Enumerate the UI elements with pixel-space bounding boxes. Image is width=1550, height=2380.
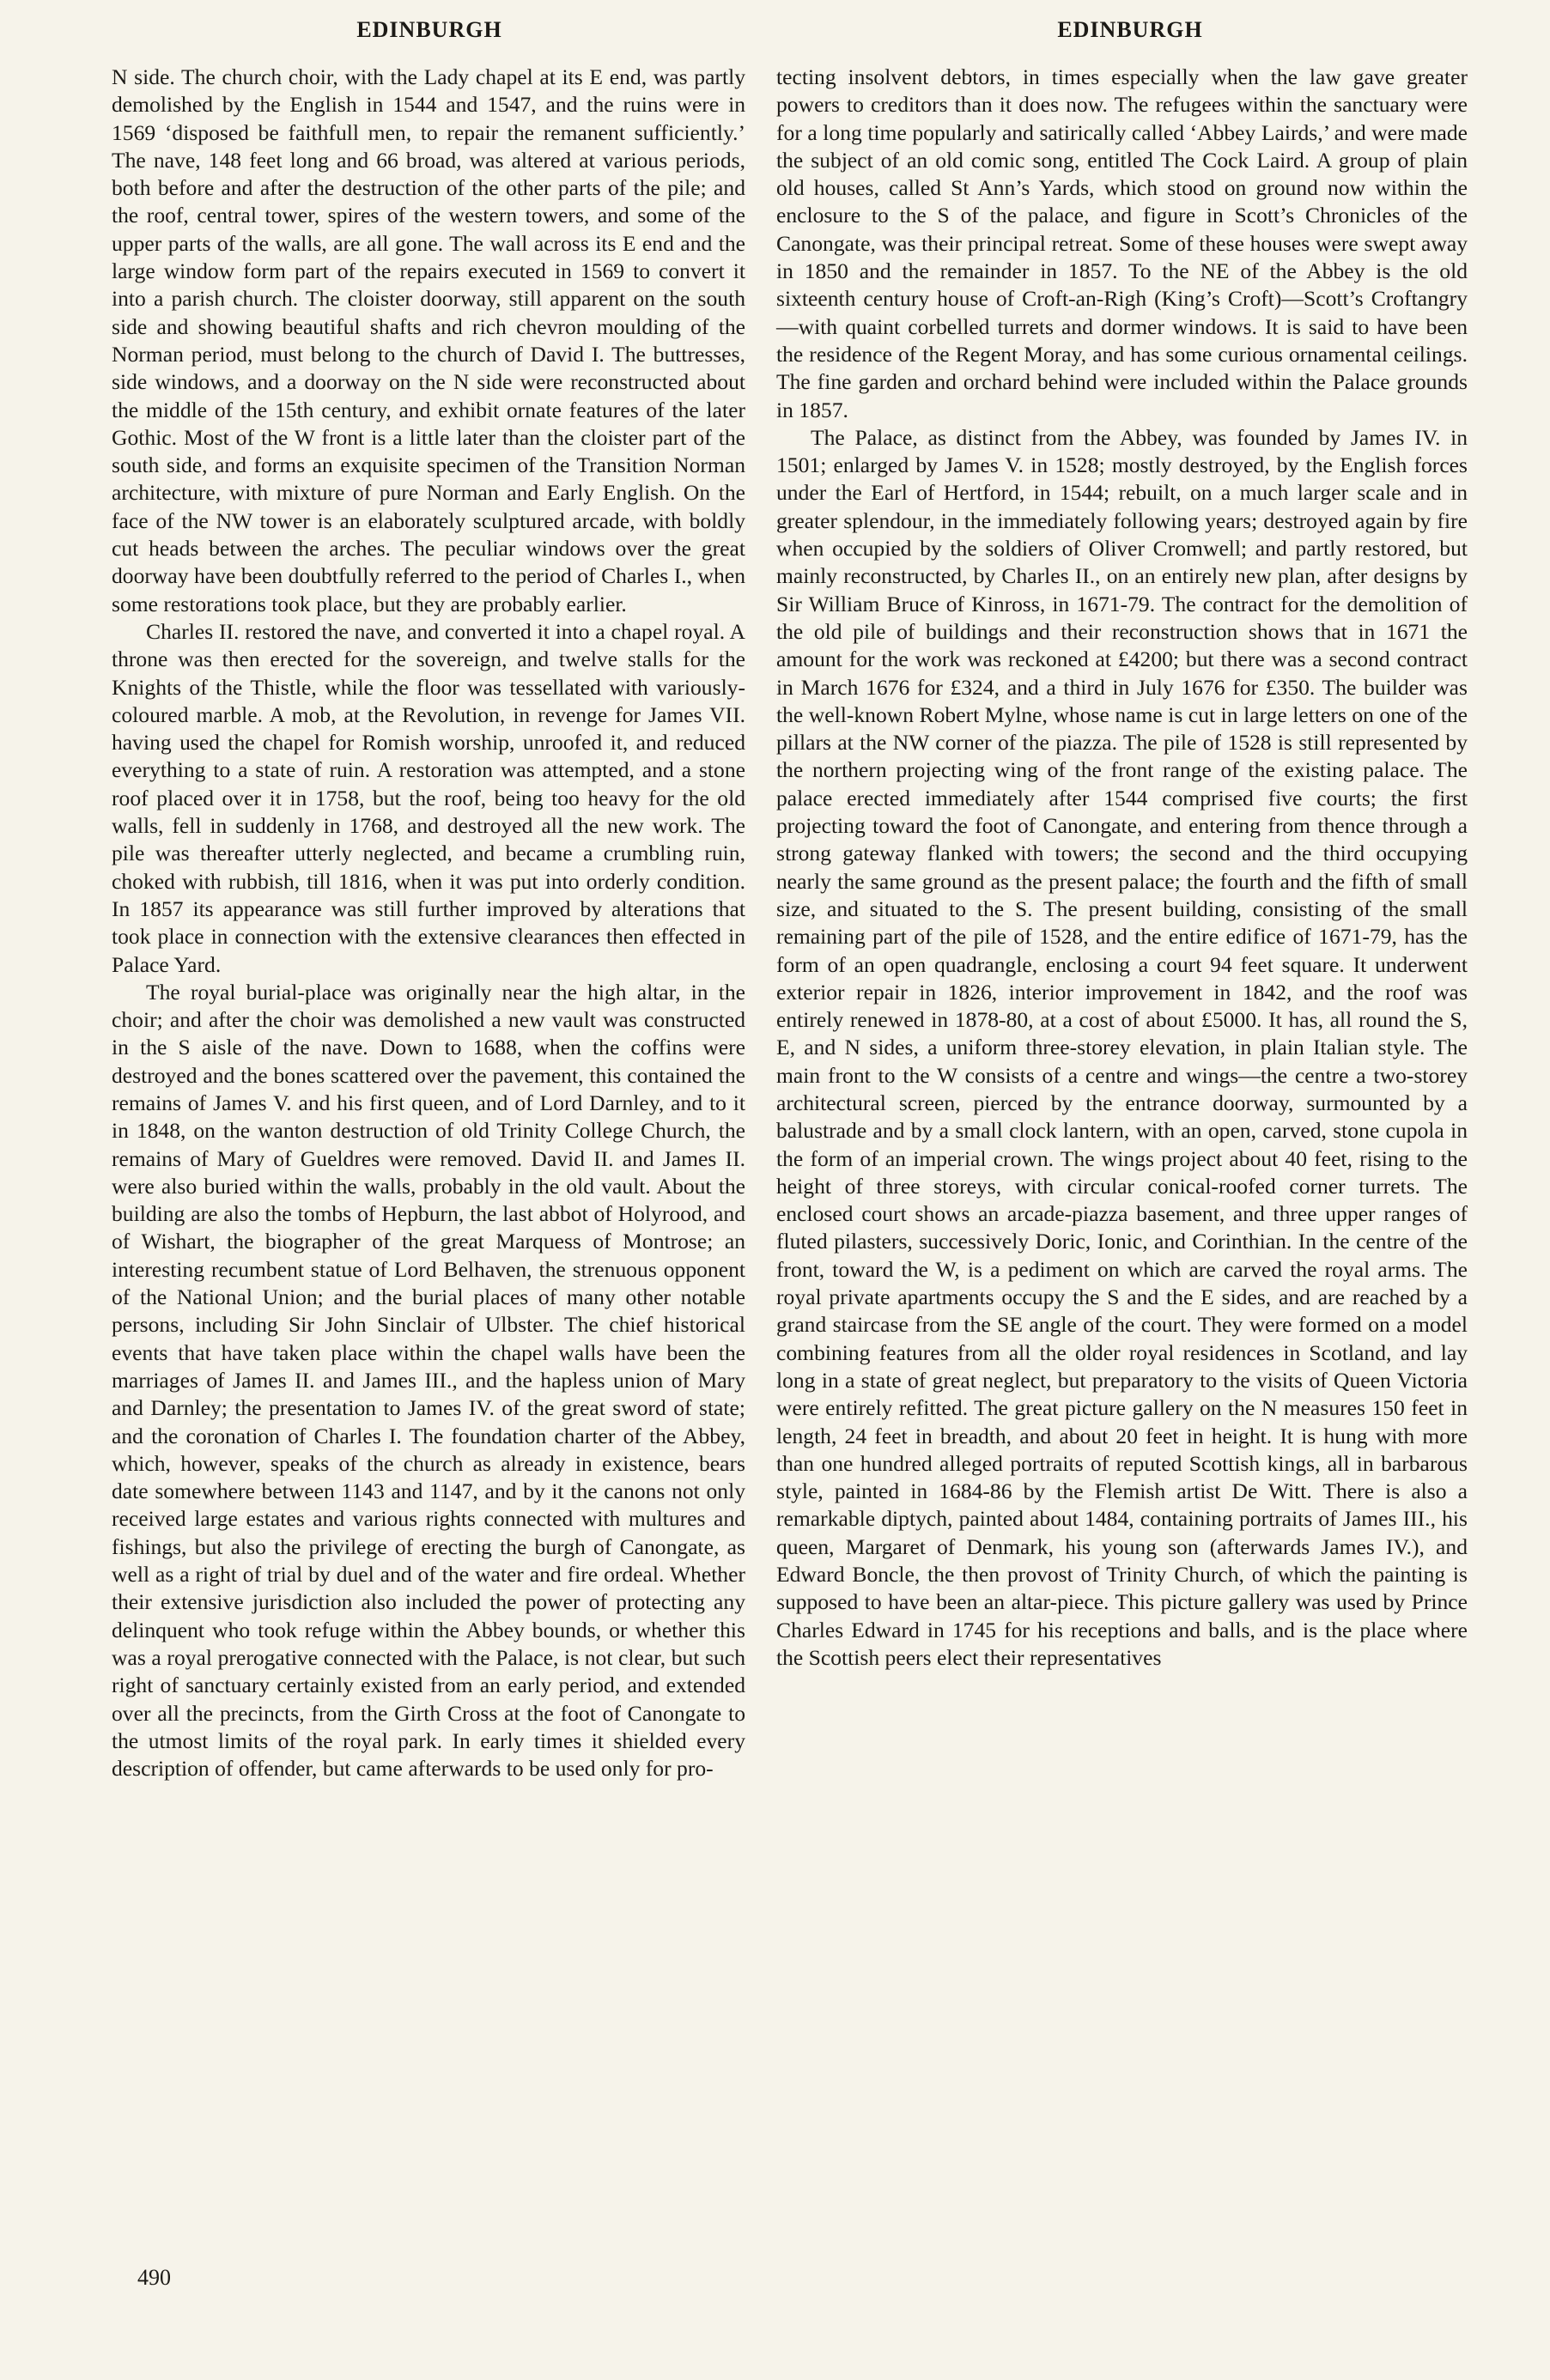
paragraph: tecting insolvent debtors, in times especially when the law gave greater powers to creditors than it does now. The refugees within the sanctuary were for a long time popularly and satirically called ‘Abbey Lairds,’ and were made the subject of an old comic song, entitled The Cock Laird. A group of plain old houses, called St Ann’s Yards, which stood on ground now within the enclosure to the S of the palace, and figure in Scott’s Chronicles of the Canongate, was their principal retreat. Some of these houses were swept away in 1850 and the remainder in 1857. To the NE of the Abbey is the old sixteenth century house of Croft-an-Righ (King’s Croft)—Scott’s Croftangry—with quaint corbelled turrets and dormer windows. It is said to have been the residence of the Regent Moray, and has some curious ornamental ceilings. The fine garden and orchard behind were included within the Palace grounds in 1857. [776,64,1468,422]
running-head-left: EDINBURGH [356,17,502,42]
page-number: 490 [137,2265,171,2290]
running-head-right: EDINBURGH [1057,17,1203,42]
paragraph: The Palace, as distinct from the Abbey, was founded by James IV. in 1501; enlarged by James V. in 1528; mostly destroyed, by the English forces under the Earl of Hertford, in 1544; rebuilt, on a much larger scale and in greater splendour, in the immediately following years; destroyed again by fire when occupied by the soldiers of Oliver Cromwell; and partly restored, but mainly reconstructed, by Charles II., on an entirely new plan, after designs by Sir William Bruce of Kinross, in 1671-79. The contract for the demolition of the old pile of buildings and their reconstruction shows that in 1671 the amount for the work was reckoned at £4200; but there was a second contract in March 1676 for £324, and a third in July 1676 for £350. The builder was the well-known Robert Mylne, whose name is cut in large letters on one of the pillars at the NW corner of the piazza. The pile of 1528 is still represented by the northern projecting wing of the front range of the existing palace. The palace erected immediately after 1544 comprised five courts; the first projecting toward the foot of Canongate, and entering from thence through a strong gateway flanked with towers; the second and the third occupying nearly the same ground as the present palace; the fourth and the fifth of small size, and situated to the S. The present building, consisting of the small remaining part of the pile of 1528, and the entire edifice of 1671-79, has the form of an open quadrangle, enclosing a court 94 feet square. It underwent exterior repair in 1826, interior improvement in 1842, and the roof was entirely renewed in 1878-80, at a cost of about £5000. It has, all round the S, E, and N sides, a uniform three-storey elevation, in plain Italian style. The main front to the W consists of a centre and wings—the centre a two-storey architectural screen, pierced by the entrance doorway, surmounted by a balustrade and by a small clock lantern, with an open, carved, stone cupola in the form of an imperial crown. The wings project about 40 feet, rising to the height of three storeys, with circular conical-roofed corner turrets. The enclosed court shows an arcade-piazza basement, and three upper ranges of fluted pilasters, successively Doric, Ionic, and Corinthian. In the centre of the front, toward the W, is a pediment on which are carved the royal arms. The royal private apartments occupy the S and the E sides, and are reached by a grand staircase from the SE angle of the court. They were formed on a model combining features from all the older royal residences in Scotland, and lay long in a state of great neglect, but preparatory to the visits of Queen Victoria were entirely refitted. The great picture gallery on the N measures 150 feet in length, 24 feet in breadth, and about 20 feet in height. It is hung with more than one hundred alleged portraits of reputed Scottish kings, all in barbarous style, painted in 1684-86 by the Flemish artist De Witt. There is also a remarkable diptych, painted about 1484, containing portraits of James III., his queen, Margaret of Denmark, his young son (afterwards James IV.), and Edward Boncle, the then provost of Trinity Church, of which the painting is supposed to have been an altar-piece. This picture gallery was used by Prince Charles Edward in 1745 for his receptions and balls, and is the place where the Scottish peers elect their representatives [776,424,1468,1670]
paragraph: The royal burial-place was originally near the high altar, in the choir; and after the choir was demolished a new vault was constructed in the S aisle of the nave. Down to 1688, when the coffins were destroyed and the bones scattered over the pavement, this contained the remains of James V. and his first queen, and of Lord Darnley, and to it in 1848, on the wanton destruction of old Trinity College Church, the remains of Mary of Gueldres were removed. David II. and James II. were also buried within the walls, probably in the old vault. About the building are also the tombs of Hepburn, the last abbot of Holyrood, and of Wishart, the biographer of the great Marquess of Montrose; an interesting recumbent statue of Lord Belhaven, the strenuous opponent of the National Union; and the burial places of many other notable persons, including Sir John Sinclair of Ulbster. The chief historical events that have taken place within the chapel walls have been the marriages of James II. and James III., and the hapless union of Mary and Darnley; the presentation to James IV. of the great sword of state; and the coronation of Charles I. The foundation charter of the Abbey, which, however, speaks of the church as already in existence, bears date somewhere between 1143 and 1147, and by it the canons not only received large estates and various rights connected with multures and fishings, but also the privilege of erecting the burgh of Canongate, as well as a right of trial by duel and of the water and fire ordeal. Whether their extensive jurisdiction also included the power of protecting any delinquent who took refuge within the Abbey bounds, or whether this was a royal prerogative connected with the Palace, is not clear, but such right of sanctuary certainly existed from an early period, and extended over all the precincts, from the Girth Cross at the foot of Canongate to the utmost limits of the royal park. In early times it shielded every description of offender, but came afterwards to be used only for pro- [112,979,745,1782]
paragraph: Charles II. restored the nave, and converted it into a chapel royal. A throne was then erected for the sovereign, and twelve stalls for the Knights of the Thistle, while the floor was tessellated with variously-coloured marble. A mob, at the Revolution, in revenge for James VII. having used the chapel for Romish worship, unroofed it, and reduced everything to a state of ruin. A restoration was attempted, and a stone roof placed over it in 1758, but the roof, being too heavy for the old walls, fell in suddenly in 1768, and destroyed all the new work. The pile was thereafter utterly neglected, and became a crumbling ruin, choked with rubbish, till 1816, when it was put into orderly condition. In 1857 its appearance was still further improved by alterations that took place in connection with the extensive clearances then effected in Palace Yard. [112,618,745,977]
left-column [112,64,745,1782]
paragraph: N side. The church choir, with the Lady chapel at its E end, was partly demolished by the English in 1544 and 1547, and the ruins were in 1569 ‘disposed be faithfull men, to repair the remanent sufficiently.’ The nave, 148 feet long and 66 broad, was altered at various periods, both before and after the destruction of the other parts of the pile; and the roof, central tower, spires of the western towers, and some of the upper parts of the walls, are all gone. The wall across its E end and the large window form part of the repairs executed in 1569 to convert it into a parish church. The cloister doorway, still apparent on the south side and showing beautiful shafts and rich chevron moulding of the Norman period, must belong to the church of David I. The buttresses, side windows, and a doorway on the N side were reconstructed about the middle of the 15th century, and exhibit ornate features of the later Gothic. Most of the W front is a little later than the cloister part of the south side, and forms an exquisite specimen of the Transition Norman architecture, with mixture of pure Norman and Early English. On the face of the NW tower is an elaborately sculptured arcade, with boldly cut heads between the arches. The peculiar windows over the great doorway have been doubtfully referred to the period of Charles I., when some restorations took place, but they are probably earlier. [112,64,745,616]
right-column [776,64,1468,1672]
